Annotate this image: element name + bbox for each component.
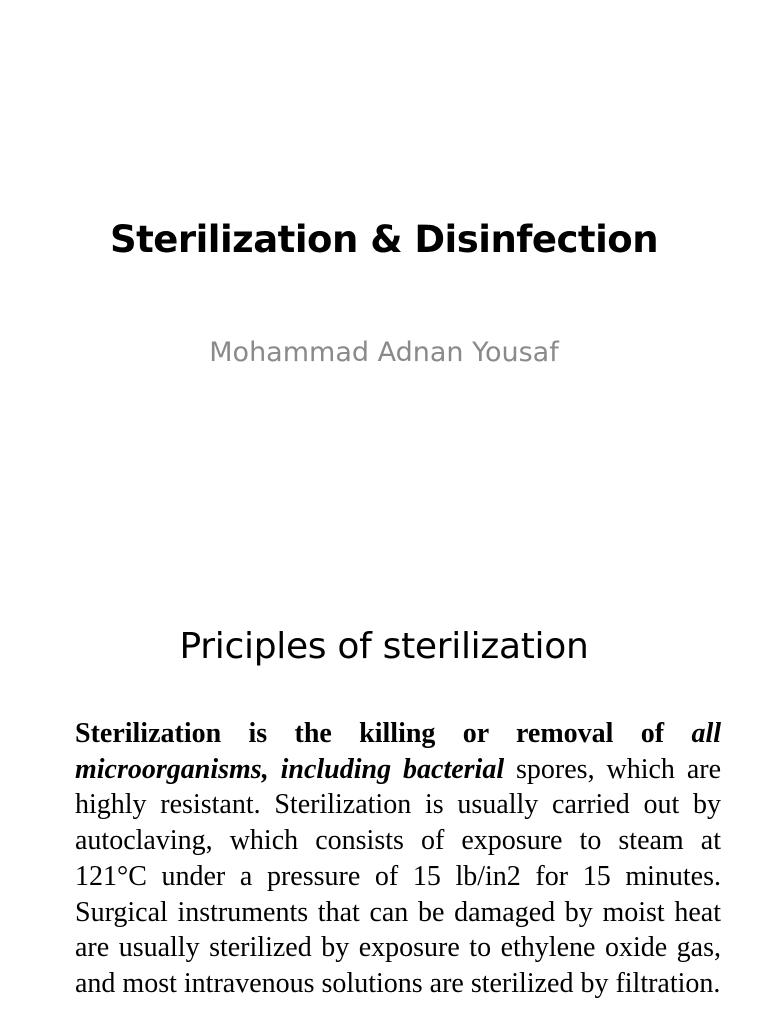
bold-lead-text: Sterilization is the killing or removal of: [75, 718, 665, 749]
principles-slide: [0, 576, 768, 1024]
body-paragraph: [75, 716, 721, 1002]
author-name: Mohammad Adnan Yousaf: [209, 337, 559, 368]
paragraph-rest-text: spores, which are highly resistant. Sterilization is usually carried out by autoclaving, which consists of exposure to steam at 121°C under a pressure of 15 lb/in2 for 15 minutes. Surgical instruments that can be damaged by moist heat are usually sterilized by exposure to ethylene oxide gas, and most intravenous solutions are sterilized by filtration.: [75, 753, 722, 999]
bold-italic-text: all microorganisms, including bacterial: [75, 718, 722, 785]
slide-heading: Priciples of sterilization: [179, 626, 589, 667]
slide-title: Sterilization & Disinfection: [109, 218, 659, 261]
